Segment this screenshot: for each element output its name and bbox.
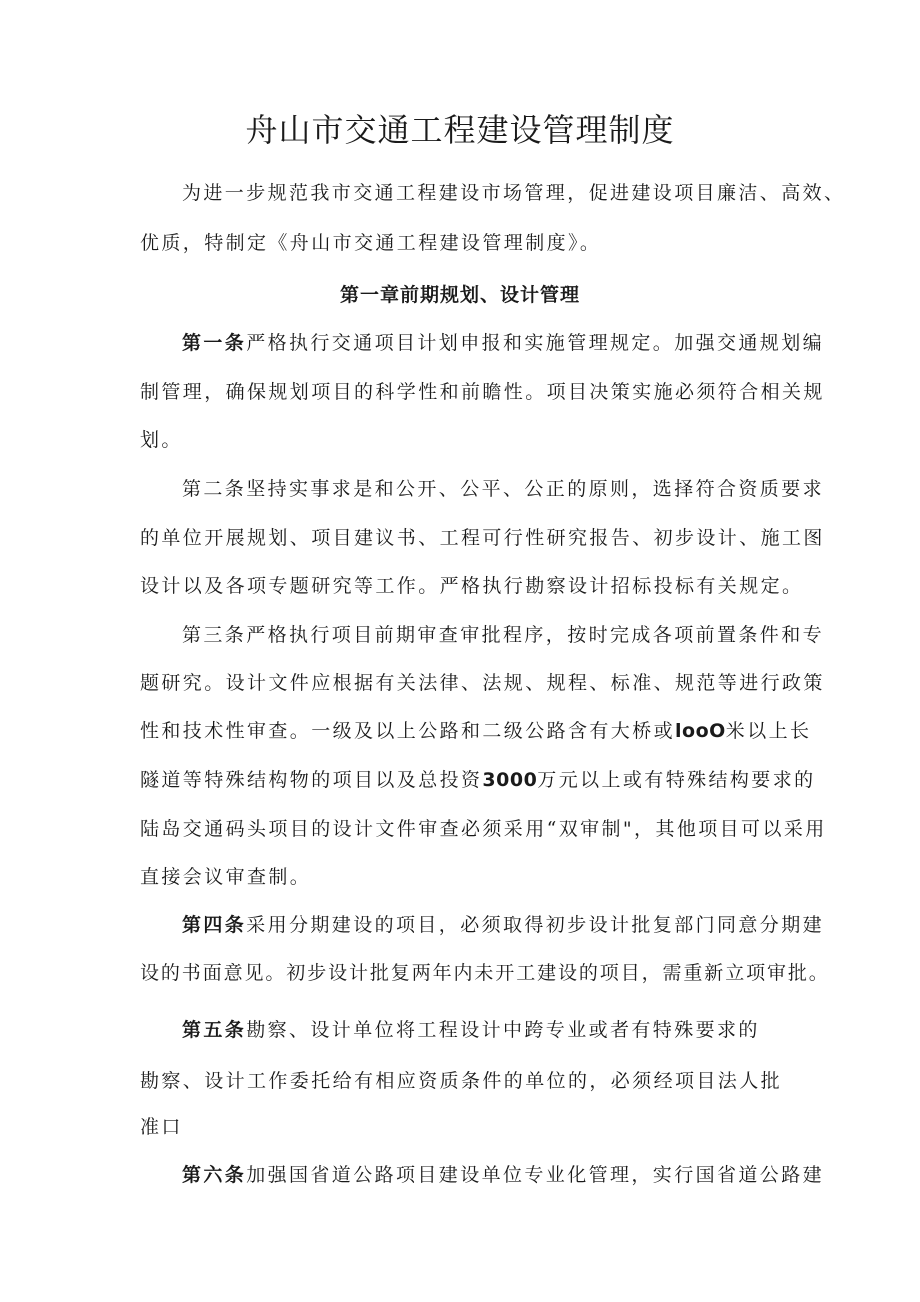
article-5-text-1: 勘察、设计单位将工程设计中跨专业或者有特殊要求的 [246, 1019, 760, 1041]
article-2-text-1: 坚持实事求是和公开、公平、公正的原则，选择符合资质要求 [246, 478, 825, 500]
intro-line-1: 为进一步规范我市交通工程建设市场管理，促进建设项目廉洁、高效、 [182, 182, 846, 204]
article-3-label: 第三条 [182, 624, 247, 646]
article-3-line-3 [140, 716, 811, 746]
article-3-investment-number: 3000 [482, 769, 538, 791]
article-4-text-1: 采用分期建设的项目，必须取得初步设计批复部门同意分期建 [246, 914, 825, 936]
article-1-line-2: 制管理，确保规划项目的科学性和前瞻性。项目决策实施必须符合相关规 [140, 381, 825, 403]
article-3-text-4a: 隧道等特殊结构物的项目以及总投资 [140, 769, 483, 791]
article-5-line-3: 准口 [140, 1116, 183, 1138]
article-1-text-1: 严格执行交通项目计划申报和实施管理规定。加强交通规划编 [246, 332, 825, 354]
intro-line-2: 优质，特制定《舟山市交通工程建设管理制度》。 [140, 232, 602, 254]
article-3-text-1: 严格执行项目前期审查审批程序，按时完成各项前置条件和专 [246, 624, 825, 646]
article-5-label: 第五条 [182, 1019, 247, 1041]
article-4-line-2: 设的书面意见。初步设计批复两年内未开工建设的项目，需重新立项审批。 [140, 962, 830, 984]
chapter-heading: 第一章前期规划、设计管理 [339, 284, 580, 306]
article-1-line-3: 划。 [140, 429, 183, 451]
article-3-line-4 [140, 765, 816, 795]
article-2-line-3: 设计以及各项专题研究等工作。严格执行勘察设计招标投标有关规定。 [140, 575, 804, 597]
article-6-text-1: 加强国省道公路项目建设单位专业化管理，实行国省道公路建 [246, 1164, 825, 1186]
article-3-text-3: 性和技术性审查。一级及以上公路和二级公路含有大桥或 [140, 720, 676, 742]
article-3-text-4b: 万元以上或有特殊结构要求的 [537, 769, 816, 791]
article-6-label: 第六条 [182, 1164, 247, 1186]
article-1-label: 第一条 [182, 332, 247, 354]
article-5-line-2: 勘察、设计工作委托给有相应资质条件的单位的，必须经项目法人批 [140, 1070, 783, 1092]
article-1-line-1 [182, 328, 824, 358]
article-5-line-1 [182, 1015, 760, 1045]
article-4-label: 第四条 [182, 914, 247, 936]
article-2-label: 第二条 [182, 478, 247, 500]
article-3-line-5: 陆岛交通码头项目的设计文件审查必须采用“双审制"，其他项目可以采用 [140, 818, 827, 840]
article-3-line-2: 题研究。设计文件应根据有关法律、法规、规程、标准、规范等进行政策 [140, 672, 825, 694]
document-title: 舟山市交通工程建设管理制度 [245, 111, 675, 149]
article-3-line-1 [182, 620, 824, 650]
article-3-text-3-tail: 米以上长 [725, 720, 812, 742]
article-2-line-1 [182, 474, 824, 504]
article-4-line-1 [182, 910, 824, 940]
article-3-line-6: 直接会议审查制。 [140, 866, 312, 888]
article-2-line-2: 的单位开展规划、项目建议书、工程可行性研究报告、初步设计、施工图 [140, 527, 825, 549]
article-6-line-1 [182, 1160, 824, 1190]
article-3-length-number: looO [675, 720, 726, 742]
